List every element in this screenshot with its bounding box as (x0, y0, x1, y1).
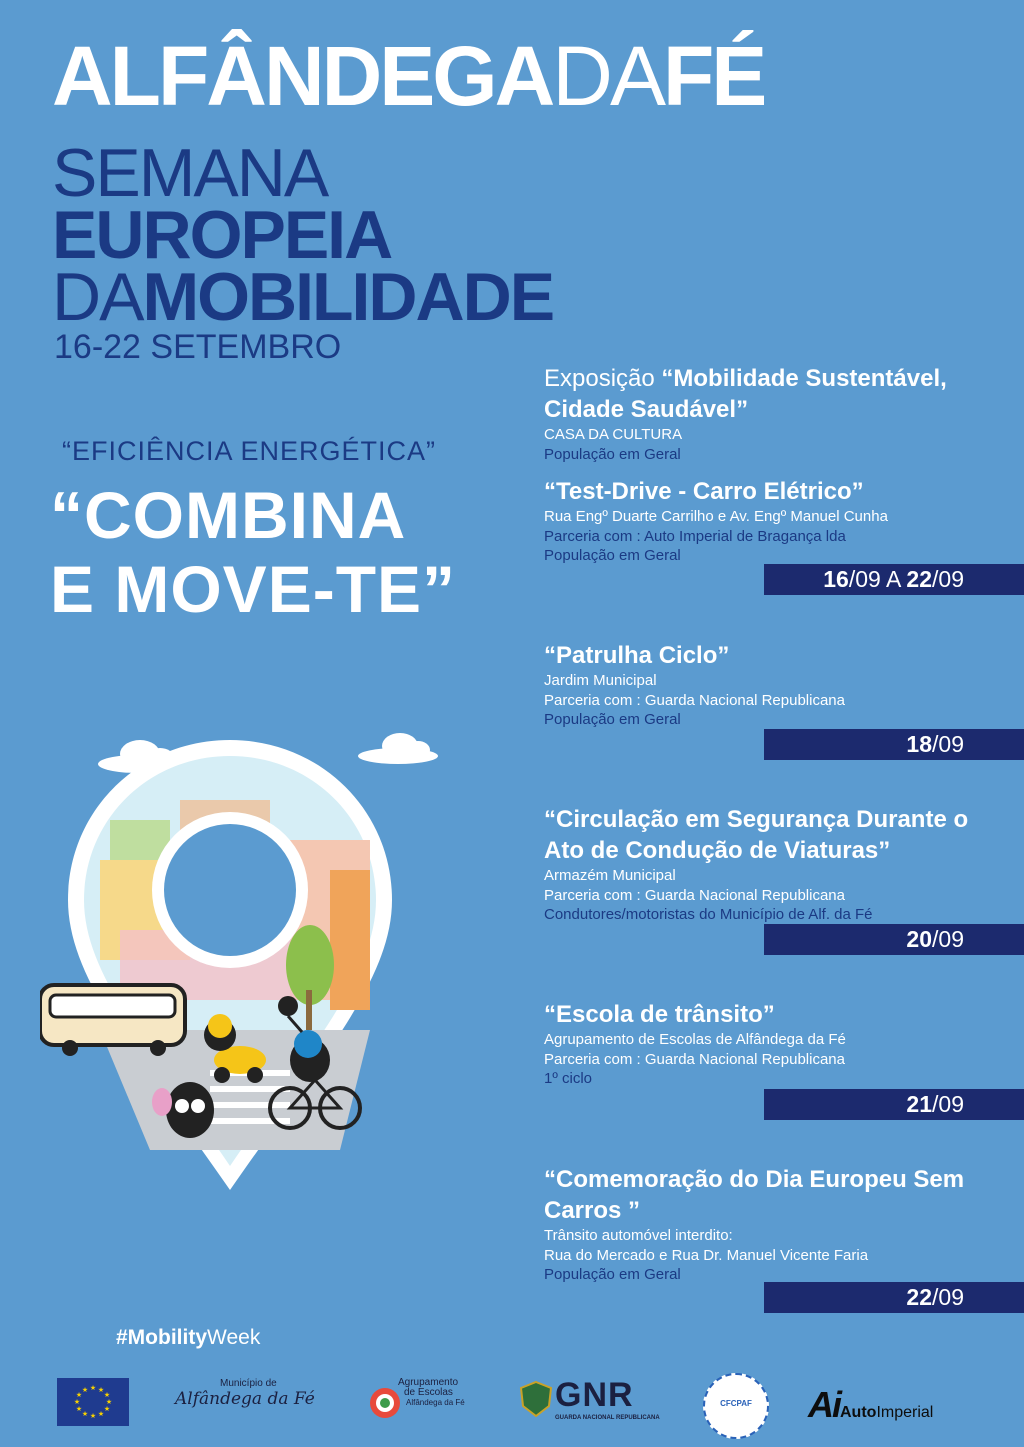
semana-heading: SEMANA (52, 135, 328, 211)
date-bar-18: 18/09 (764, 729, 1024, 760)
svg-text:★: ★ (75, 1391, 83, 1399)
svg-text:★: ★ (89, 1384, 97, 1392)
event-test-drive: “Test-Drive - Carro Elétrico” Rua Engº Duarte Carrilho e Av. Engº Manuel Cunha Parceria com : Auto Imperial de Bragança lda População em Geral (544, 478, 888, 564)
date-bar-16-22: 16/09 A 22/09 (764, 564, 1024, 595)
svg-text:★: ★ (73, 1398, 81, 1406)
auto-imperial-logo: AiAutoImperial (808, 1384, 934, 1425)
date-bar-21: 21/09 (764, 1089, 1024, 1120)
svg-text:★: ★ (105, 1398, 113, 1406)
svg-text:★: ★ (97, 1410, 105, 1418)
event-dates: 16-22 SETEMBRO (54, 328, 342, 366)
svg-text:★: ★ (103, 1405, 111, 1413)
event-patrulha-ciclo: “Patrulha Ciclo” Jardim Municipal Parceria com : Guarda Nacional Republicana População em Geral (544, 642, 845, 728)
date-bar-20: 20/09 (764, 924, 1024, 955)
event-escola-transito: “Escola de trânsito” Agrupamento de Escolas de Alfândega da Fé Parceria com : Guarda Nacional Republicana 1º ciclo (544, 1001, 846, 1087)
event-exposicao: Exposição “Mobilidade Sustentável, Cidade Saudável” CASA DA CULTURA População em Geral (544, 365, 947, 463)
gnr-logo: GNR GUARDA NACIONAL REPUBLICANA (519, 1378, 654, 1428)
hashtag: #MobilityWeek (116, 1326, 261, 1349)
event-circulacao: “Circulação em Segurança Durante o Ato de Condução de Viaturas” Armazém Municipal Parceria com : Guarda Nacional Republicana Condutores/motoristas do Município de Alf. da Fé (544, 806, 969, 923)
mobility-illustration (40, 730, 460, 1200)
eu-flag-logo (57, 1378, 129, 1426)
svg-text:★: ★ (97, 1386, 105, 1394)
main-title: ALFÂNDEGADAFÉ (52, 29, 765, 123)
theme-subtitle: “EFICIÊNCIA ENERGÉTICA” (62, 436, 437, 466)
svg-text:★: ★ (75, 1405, 83, 1413)
slogan: “COMBINA E MOVE-TE” (50, 478, 457, 626)
svg-text:★: ★ (103, 1391, 111, 1399)
svg-text:★: ★ (89, 1412, 97, 1420)
svg-text:★: ★ (81, 1410, 89, 1418)
agrupamento-logo: Agrupamento de Escolas Alfândega da Fé (368, 1378, 468, 1428)
municipio-logo: Município de Alfândega da Fé (175, 1378, 315, 1409)
europeia-heading: EUROPEIA (52, 197, 392, 273)
date-bar-22: 22/09 (764, 1282, 1024, 1313)
event-dia-sem-carros: “Comemoração do Dia Europeu Sem Carros ” Trânsito automóvel interdito: Rua do Mercado e Rua Dr. Manuel Vicente Faria População em Geral (544, 1166, 965, 1283)
mobilidade-heading: DAMOBILIDADE (52, 259, 554, 335)
cloud-icon (358, 733, 438, 764)
cfcpaf-logo: CFCPAF (703, 1373, 769, 1439)
bus-icon (40, 985, 185, 1056)
svg-text:★: ★ (81, 1386, 89, 1394)
